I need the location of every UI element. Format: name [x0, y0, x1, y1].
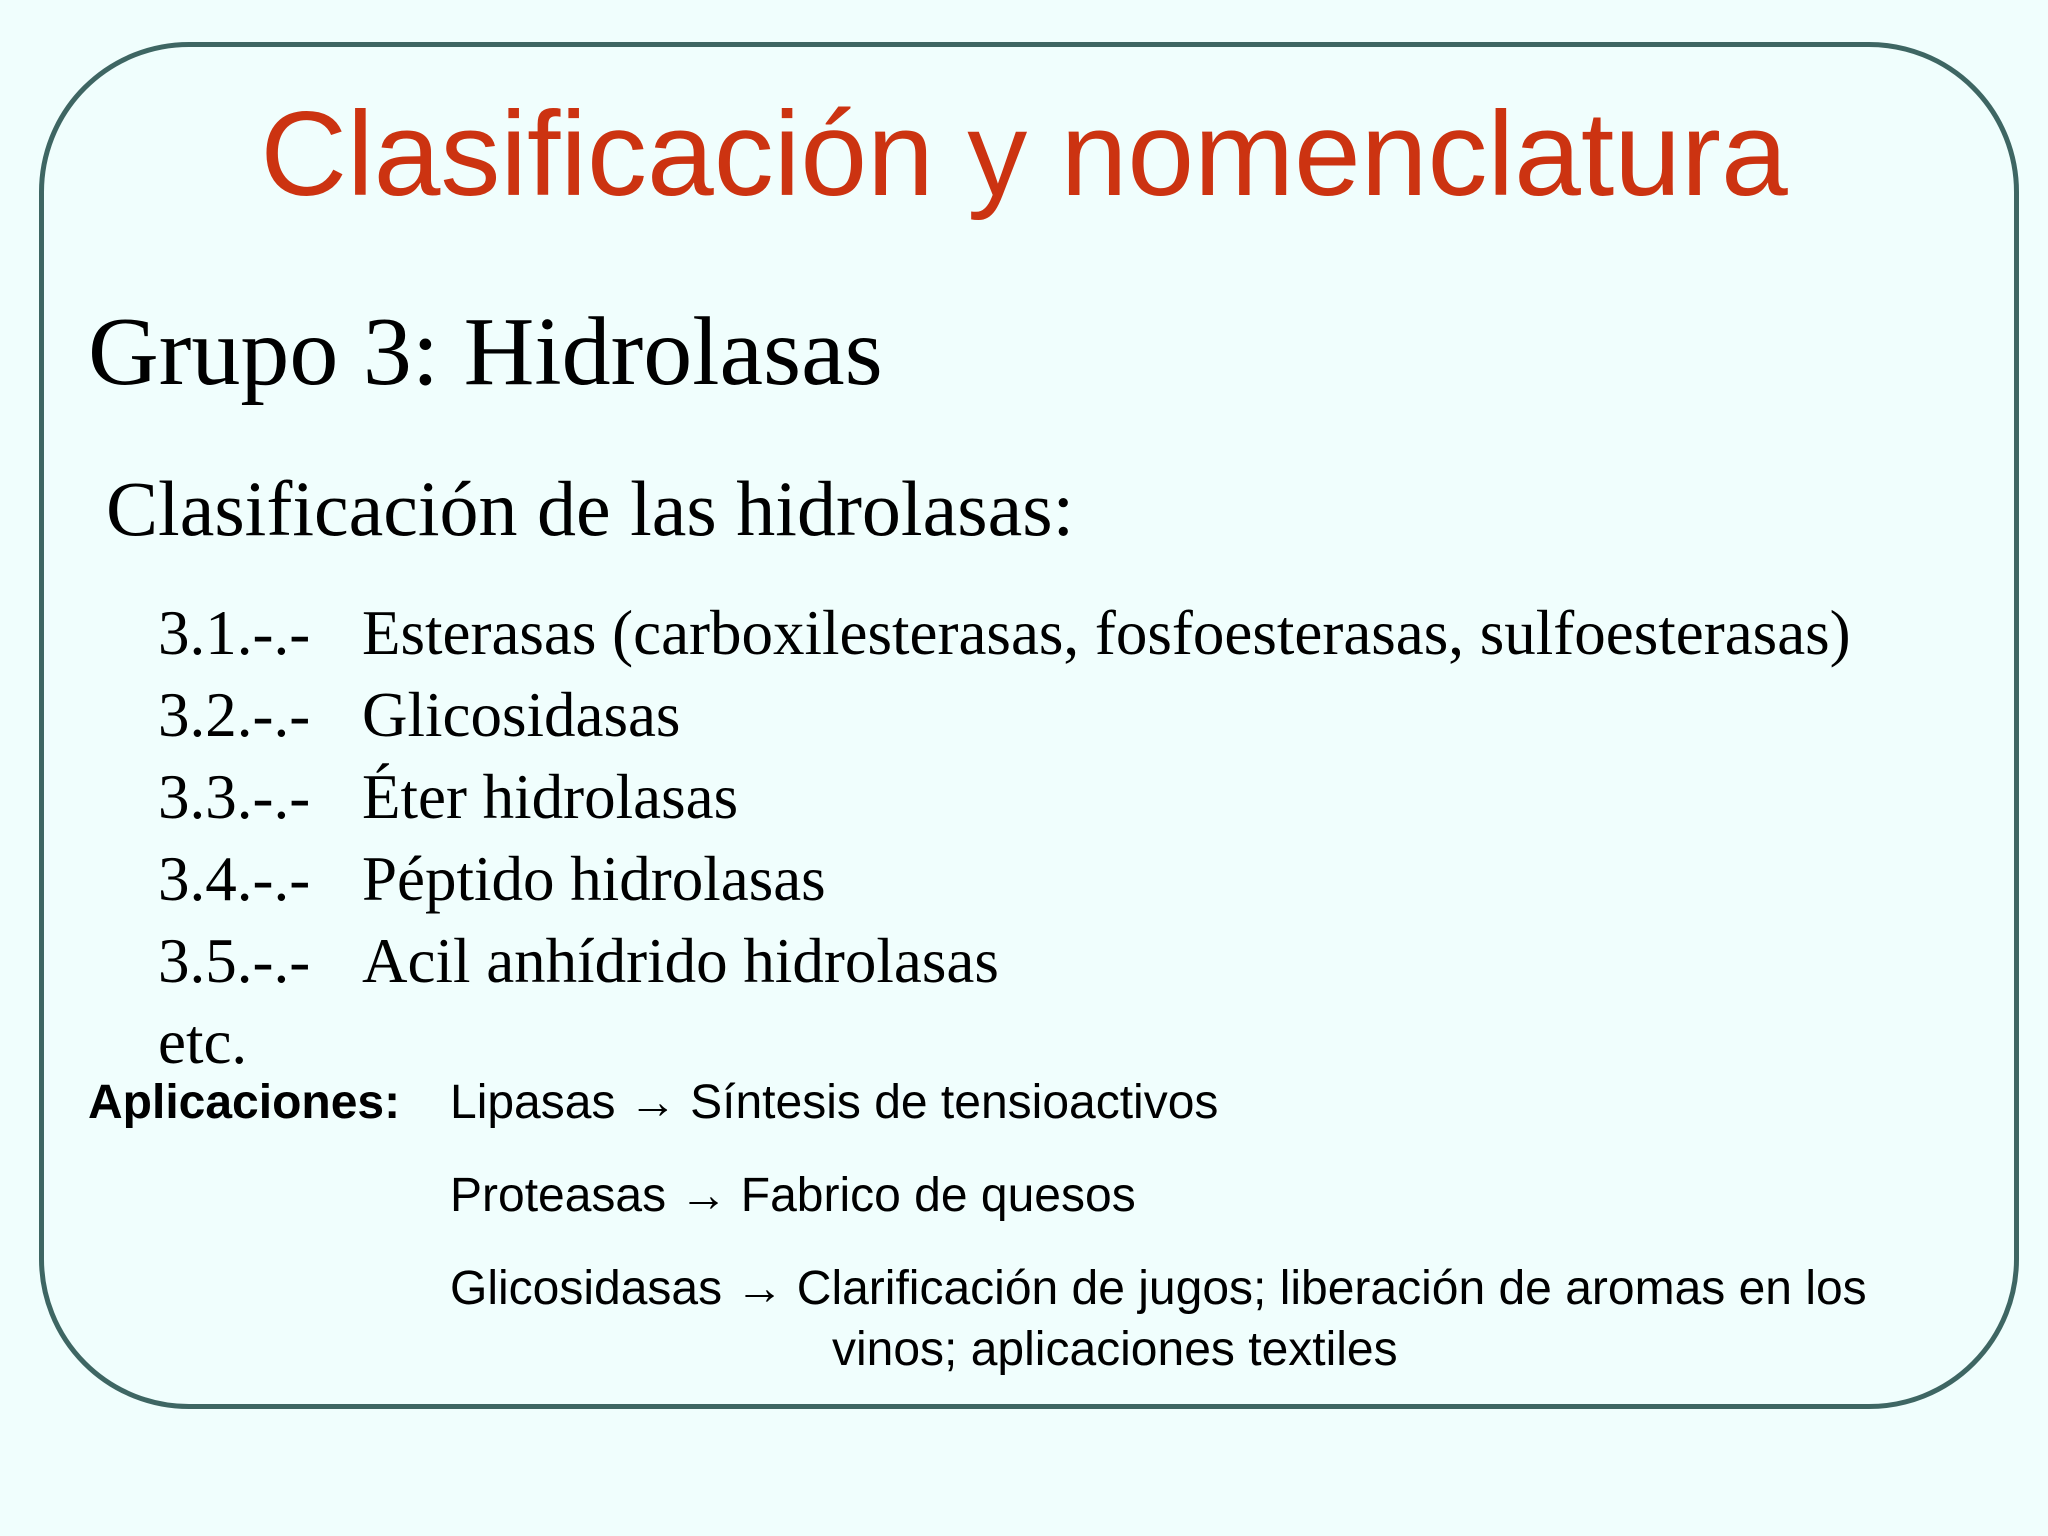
class-number: 3.3.-.- [158, 762, 311, 832]
etc-text: etc. [158, 1007, 248, 1077]
application-line: Glicosidasas → Clarificación de jugos; liberación de aromas en los [450, 1262, 1867, 1315]
group-heading: Grupo 3: Hidrolasas [88, 298, 883, 406]
slide-title: Clasificación y nomenclatura [260, 87, 1788, 221]
class-name: Esterasas (carboxilesterasas, fosfoesterasas, sulfoesterasas) [362, 598, 1851, 668]
application-line: Proteasas → Fabrico de quesos [450, 1169, 1136, 1222]
class-number: 3.2.-.- [158, 680, 311, 750]
application-line: Lipasas → Síntesis de tensioactivos [450, 1076, 1219, 1129]
classification-subheading: Clasificación de las hidrolasas: [106, 465, 1075, 552]
applications-label: Aplicaciones: [88, 1076, 401, 1129]
class-name: Éter hidrolasas [362, 762, 739, 832]
class-name: Glicosidasas [362, 680, 681, 750]
class-number: 3.5.-.- [158, 926, 311, 996]
class-number: 3.4.-.- [158, 844, 311, 914]
class-name: Péptido hidrolasas [362, 844, 826, 914]
class-number: 3.1.-.- [158, 598, 311, 668]
class-name: Acil anhídrido hidrolasas [362, 926, 999, 996]
application-line-continuation: vinos; aplicaciones textiles [832, 1323, 1398, 1376]
